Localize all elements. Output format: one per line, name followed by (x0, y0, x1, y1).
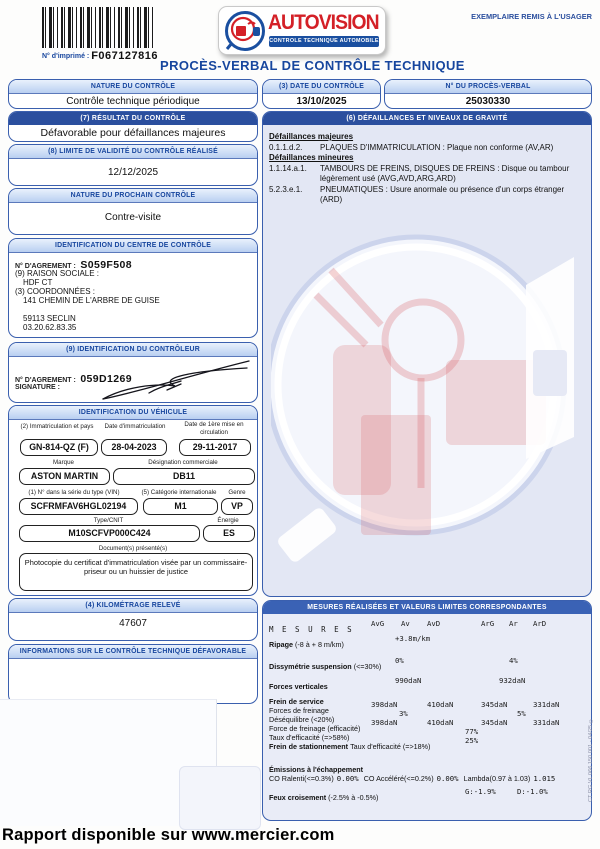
immat-label: (2) Immatriculation et pays (20, 423, 94, 430)
immat-value: GN-814-QZ (F) (20, 439, 98, 456)
measure-value-ar: Ar (509, 619, 518, 628)
defect-code: 5.2.3.e.1. (269, 184, 303, 194)
panel-limite-validite (8, 144, 258, 186)
panel-limite-validite-header: (8) LIMITE DE VALIDITÉ DU CONTRÔLE RÉALISÉ (9, 145, 257, 159)
vin-label: (1) N° dans la série du type (VIN) (28, 489, 120, 496)
measure-row-feux (269, 787, 589, 802)
marque-value: ASTON MARTIN (19, 468, 110, 485)
measure-value-center: G:-1.9% (465, 787, 496, 796)
measure-label: Taux d'efficacité (=>58%) (269, 733, 350, 742)
panel-nature-controle (8, 79, 258, 109)
measure-value-arg: 345daN (481, 700, 508, 709)
defect-code: 1.1.14.a.1. (269, 163, 307, 173)
panel-resultat (8, 111, 258, 142)
defect-item (269, 143, 587, 154)
panel-mesures (262, 600, 592, 821)
measure-value-ard: ArD (533, 619, 547, 628)
panel-date-controle (262, 79, 381, 109)
autovision-brand-text: AUTOVISION (268, 11, 379, 34)
resultat-value: Défavorable pour défaillances majeures (40, 127, 226, 139)
measure-value-front_mid: 0% (395, 656, 404, 665)
energie-value: ES (203, 525, 255, 542)
centre-ville: 59113 SECLIN (23, 314, 76, 323)
document-title: PROCÈS-VERBAL DE CONTRÔLE TECHNIQUE (160, 58, 465, 73)
printed-number-value: F067127816 (91, 50, 158, 62)
measure-value-avd: 410daN (427, 700, 454, 709)
measure-row-co (269, 768, 589, 783)
panel-centre-controle (8, 238, 258, 338)
date-mec-value: 29-11-2017 (179, 439, 251, 456)
emission-label: CO Ralenti(<=0.3%) (269, 774, 334, 783)
controleur-agrement-label: N° D'AGREMENT : (15, 377, 76, 384)
measure-row-frein_stationnement (269, 736, 589, 751)
measure-label: (-2.5% à -0.5%) (328, 793, 379, 802)
measure-value-rear_in2: D:-1.0% (517, 787, 548, 796)
measure-row-forces_verticales (269, 676, 589, 691)
autovision-tagline: CONTROLE TECHNIQUE AUTOMOBILE (269, 36, 379, 47)
measure-value-avg: 398daN (371, 718, 398, 727)
measure-label-bold: Forces verticales (269, 682, 328, 691)
measure-label: Taux d'efficacité (=>18%) (350, 742, 431, 751)
panel-prochain-controle (8, 188, 258, 235)
autovision-logo (218, 6, 386, 55)
measures-table (263, 601, 591, 820)
defect-text: TAMBOURS DE FREINS, DISQUES DE FREINS : Disque ou tambour légèrement usé (AVG,AVD,ARG,ARD) (320, 163, 570, 183)
measure-label-bold: Dissymétrie suspension (269, 662, 354, 671)
genre-value: VP (221, 498, 253, 515)
measure-value-center: 77% (465, 727, 479, 736)
emission-label: CO Accéléré(<=0.2%) (363, 774, 434, 783)
panel-controleur-header: (9) IDENTIFICATION DU CONTRÔLEUR (9, 343, 257, 357)
measure-value-front_mid: +3.8m/km (395, 634, 431, 643)
centre-coordonnees-label: (3) COORDONNÉES : (15, 287, 96, 296)
measure-label: (<=30%) (353, 662, 382, 671)
panel-prochain-controle-header: NATURE DU PROCHAIN CONTRÔLE (9, 189, 257, 203)
measure-label: Force de freinage (efficacité) (269, 724, 361, 733)
designation-value: DB11 (113, 468, 255, 485)
scan-artifact-stamp-box (179, 766, 261, 830)
measure-value-arg: 345daN (481, 718, 508, 727)
panel-vehicule-header: IDENTIFICATION DU VÉHICULE (9, 406, 257, 420)
vin-value: SCFRMFAV6HGL02194 (19, 498, 138, 515)
measure-value-ard: 331daN (533, 718, 560, 727)
printed-number-label: N° d'imprimé : (42, 53, 90, 60)
defect-group-title: Défaillances mineures (269, 153, 354, 162)
panel-defaillances (262, 111, 592, 597)
limite-validite-value: 12/12/2025 (107, 167, 159, 178)
panel-infos-defavorable (8, 644, 258, 704)
defect-item (269, 164, 587, 185)
measure-label: (-8 à + 8 m/km) (294, 640, 344, 649)
measure-value-avg: AvG (371, 619, 385, 628)
date-immat-label: Date d'immatriculation (104, 423, 166, 430)
signature-label: SIGNATURE : (15, 384, 60, 391)
defect-text: PNEUMATIQUES : Usure anormale ou présence d'un corps étranger (ARD) (320, 184, 565, 204)
centre-raison-label: (9) RAISON SOCIALE : (15, 269, 100, 278)
barcode (42, 7, 155, 48)
footer-report-link: Rapport disponible sur www.mercier.com (2, 826, 335, 844)
defect-code: 0.1.1.d.2. (269, 142, 303, 152)
controleur-agrement-value: 059D1269 (80, 373, 132, 385)
measure-row-ripage (269, 634, 589, 649)
measure-table-title: M E S U R E S (269, 625, 354, 634)
measure-value-ard: 331daN (533, 700, 560, 709)
panel-controleur (8, 342, 258, 403)
panel-resultat-header: (7) RÉSULTAT DU CONTRÔLE (9, 112, 257, 125)
signature-scribble (97, 357, 255, 403)
genre-label: Genre (228, 489, 246, 496)
documents-value: Photocopie du certificat d'immatriculation visée par un commissaire-priseur ou un huissier de justice (19, 553, 253, 591)
panel-mesures-header: MESURES RÉALISÉES ET VALEURS LIMITES CORRESPONDANTES (263, 601, 591, 614)
documents-label: Document(s) présenté(s) (98, 545, 168, 552)
emission-value: 1.015 (533, 774, 556, 783)
categorie-value: M1 (143, 498, 218, 515)
kilometrage-value: 47607 (119, 618, 147, 629)
measure-value-front_mid: 990daN (395, 676, 422, 685)
panel-centre-controle-header: IDENTIFICATION DU CENTRE DE CONTRÔLE (9, 239, 257, 253)
panel-proces-verbal-header: N° DU PROCÈS-VERBAL (385, 80, 591, 94)
type-cnit-value: M10SCFVP000C424 (19, 525, 200, 542)
panel-nature-controle-header: NATURE DU CONTRÔLE (9, 80, 257, 94)
measure-label-bold: Feux croisement (269, 793, 329, 802)
measure-label: Forces de freinage (269, 706, 329, 715)
centre-adresse: 141 CHEMIN DE L'ARBRE DE GUISE (23, 296, 160, 305)
measure-label-bold: Frein de stationnement (269, 742, 351, 751)
measure-value-rear_in2: 5% (517, 709, 526, 718)
emission-value: 0.00% (436, 774, 459, 783)
proces-verbal-value: 25030330 (465, 96, 511, 107)
autovision-emblem-icon (224, 10, 266, 52)
date-immat-value: 28-04-2023 (101, 439, 167, 456)
copy-note: EXEMPLAIRE REMIS À L'USAGER (471, 12, 592, 21)
measure-row-header (269, 619, 589, 634)
measure-value-avd: AvD (427, 619, 441, 628)
measure-value-rear_mid: 932daN (499, 676, 526, 685)
marque-label: Marque (53, 459, 74, 466)
measure-row-dissymetrie (269, 656, 589, 671)
autovision-watermark-icon (271, 230, 585, 570)
centre-agrement-label: N° D'AGREMENT : (15, 263, 76, 270)
defects-list (269, 132, 587, 206)
measure-value-front_in: 3% (399, 709, 408, 718)
measure-value-arg: ArG (481, 619, 495, 628)
measure-value-avd: 410daN (427, 718, 454, 727)
centre-telephone: 03.20.62.83.35 (23, 323, 77, 332)
measure-label-bold: Ripage (269, 640, 295, 649)
designation-label: Désignation commerciale (148, 459, 218, 466)
panel-infos-defavorable-header: INFORMATIONS SUR LE CONTRÔLE TECHNIQUE DÉFAVORABLE (9, 645, 257, 659)
prochain-controle-value: Contre-visite (104, 212, 162, 223)
panel-proces-verbal (384, 79, 592, 109)
printed-number (42, 50, 158, 62)
centre-agrement-value: S059F508 (80, 259, 132, 271)
measure-value-avg: 398daN (371, 700, 398, 709)
panel-date-controle-header: (3) DATE DU CONTRÔLE (263, 80, 380, 94)
date-mec-label: Date de 1ère mise en circulation (184, 421, 244, 436)
measure-label-bold: Frein de service (269, 697, 324, 706)
defect-item (269, 185, 587, 206)
measure-label-bold: Émissions à l'échappement (269, 765, 363, 774)
type-cnit-label: Type/CNIT (93, 517, 124, 524)
date-controle-value: 13/10/2025 (296, 96, 347, 107)
emission-value: 0.00% (336, 774, 359, 783)
measure-value-center: 25% (465, 736, 479, 745)
panel-defaillances-header: (6) DÉFAILLANCES ET NIVEAUX DE GRAVITÉ (263, 112, 591, 125)
nature-controle-value: Contrôle technique périodique (66, 96, 200, 107)
energie-label: Énergie (217, 517, 239, 524)
panel-kilometrage (8, 598, 258, 641)
centre-raison-value: HDF CT (23, 278, 53, 287)
categorie-label: (5) Catégorie internationale (141, 489, 217, 496)
defect-text: PLAQUES D'IMMATRICULATION : Plaque non conforme (AV,AR) (320, 142, 554, 152)
defect-group-title: Défaillances majeures (269, 132, 354, 141)
measure-value-av: Av (401, 619, 410, 628)
panel-vehicule (8, 405, 258, 596)
panel-kilometrage-header: (4) KILOMÉTRAGE RELEVÉ (9, 599, 257, 613)
measure-label: Déséquilibre (<20%) (269, 715, 335, 724)
measure-value-rear_in: 4% (509, 656, 518, 665)
form-reference-vertical: CT RG VL 066 150 001 - 04/25 © (588, 717, 594, 803)
emission-label: Lambda(0.97 à 1.03) (463, 774, 531, 783)
